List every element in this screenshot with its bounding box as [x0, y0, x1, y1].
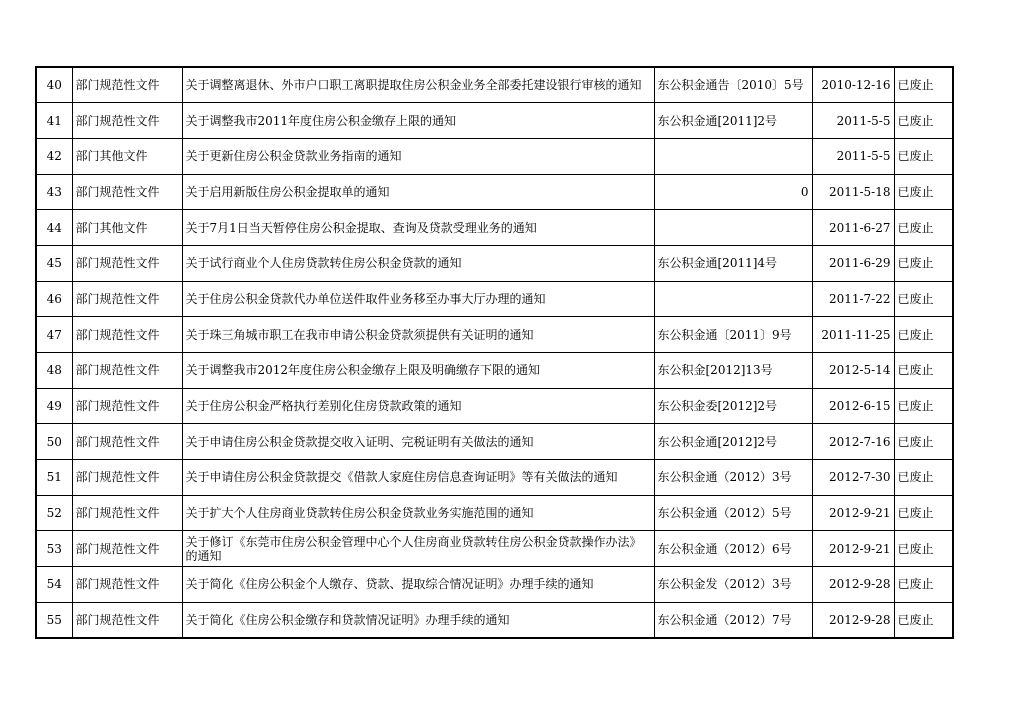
row-status: 已废止	[894, 138, 953, 174]
row-category: 部门规范性文件	[72, 103, 182, 139]
row-number: 43	[36, 174, 72, 210]
row-title: 关于申请住房公积金贷款提交收入证明、完税证明有关做法的通知	[182, 424, 654, 460]
row-document-number: 东公积金委[2012]2号	[654, 388, 812, 424]
row-title: 关于简化《住房公积金缴存和贷款情况证明》办理手续的通知	[182, 602, 654, 638]
row-number: 42	[36, 138, 72, 174]
row-number: 54	[36, 567, 72, 603]
row-document-number: 东公积金通（2012）3号	[654, 460, 812, 496]
row-date: 2012-9-28	[812, 602, 894, 638]
table-row	[36, 353, 953, 389]
row-date: 2011-6-29	[812, 245, 894, 281]
row-status: 已废止	[894, 531, 953, 567]
row-date: 2011-5-5	[812, 103, 894, 139]
table-row	[36, 602, 953, 638]
table-row	[36, 460, 953, 496]
row-title: 关于简化《住房公积金个人缴存、贷款、提取综合情况证明》办理手续的通知	[182, 567, 654, 603]
row-category: 部门规范性文件	[72, 245, 182, 281]
row-status: 已废止	[894, 567, 953, 603]
row-number: 45	[36, 245, 72, 281]
row-date: 2012-9-28	[812, 567, 894, 603]
row-status: 已废止	[894, 245, 953, 281]
row-number: 52	[36, 495, 72, 531]
row-document-number: 东公积金通（2012）6号	[654, 531, 812, 567]
row-document-number: 东公积金通[2011]2号	[654, 103, 812, 139]
row-title: 关于调整我市2012年度住房公积金缴存上限及明确缴存下限的通知	[182, 353, 654, 389]
row-date: 2012-6-15	[812, 388, 894, 424]
row-status: 已废止	[894, 317, 953, 353]
row-document-number: 0	[654, 174, 812, 210]
row-title: 关于调整离退休、外市户口职工离职提取住房公积金业务全部委托建设银行审核的通知	[182, 67, 654, 103]
row-category: 部门规范性文件	[72, 531, 182, 567]
row-document-number	[654, 138, 812, 174]
row-title: 关于试行商业个人住房贷款转住房公积金贷款的通知	[182, 245, 654, 281]
row-date: 2011-6-27	[812, 210, 894, 246]
row-document-number: 东公积金通告〔2010〕5号	[654, 67, 812, 103]
row-number: 50	[36, 424, 72, 460]
row-category: 部门其他文件	[72, 138, 182, 174]
row-document-number: 东公积金通（2012）5号	[654, 495, 812, 531]
row-date: 2010-12-16	[812, 67, 894, 103]
row-title: 关于住房公积金严格执行差别化住房贷款政策的通知	[182, 388, 654, 424]
row-document-number: 东公积金[2012]13号	[654, 353, 812, 389]
row-category: 部门规范性文件	[72, 317, 182, 353]
row-category: 部门规范性文件	[72, 174, 182, 210]
row-title: 关于申请住房公积金贷款提交《借款人家庭住房信息查询证明》等有关做法的通知	[182, 460, 654, 496]
row-date: 2012-5-14	[812, 353, 894, 389]
row-category: 部门规范性文件	[72, 353, 182, 389]
row-date: 2011-11-25	[812, 317, 894, 353]
table-row	[36, 567, 953, 603]
row-category: 部门规范性文件	[72, 67, 182, 103]
document-table-body	[36, 67, 953, 638]
row-number: 49	[36, 388, 72, 424]
table-row	[36, 531, 953, 567]
document-table	[35, 66, 954, 639]
row-category: 部门其他文件	[72, 210, 182, 246]
row-title: 关于扩大个人住房商业贷款转住房公积金贷款业务实施范围的通知	[182, 495, 654, 531]
table-row	[36, 317, 953, 353]
table-row	[36, 424, 953, 460]
row-number: 47	[36, 317, 72, 353]
row-number: 46	[36, 281, 72, 317]
row-number: 53	[36, 531, 72, 567]
row-document-number: 东公积金通〔2011〕9号	[654, 317, 812, 353]
row-status: 已废止	[894, 281, 953, 317]
row-number: 55	[36, 602, 72, 638]
table-row	[36, 388, 953, 424]
table-row	[36, 495, 953, 531]
row-date: 2012-9-21	[812, 495, 894, 531]
table-row	[36, 281, 953, 317]
row-document-number: 东公积金通[2011]4号	[654, 245, 812, 281]
row-title: 关于启用新版住房公积金提取单的通知	[182, 174, 654, 210]
row-status: 已废止	[894, 67, 953, 103]
row-number: 40	[36, 67, 72, 103]
row-document-number	[654, 281, 812, 317]
table-row	[36, 245, 953, 281]
row-number: 41	[36, 103, 72, 139]
row-date: 2012-9-21	[812, 531, 894, 567]
row-category: 部门规范性文件	[72, 281, 182, 317]
row-title: 关于住房公积金贷款代办单位送件取件业务移至办事大厅办理的通知	[182, 281, 654, 317]
row-date: 2011-7-22	[812, 281, 894, 317]
row-status: 已废止	[894, 174, 953, 210]
table-row	[36, 138, 953, 174]
row-title: 关于7月1日当天暂停住房公积金提取、查询及贷款受理业务的通知	[182, 210, 654, 246]
table-row	[36, 67, 953, 103]
row-title: 关于修订《东莞市住房公积金管理中心个人住房商业贷款转住房公积金贷款操作办法》的通知	[182, 531, 654, 567]
table-row	[36, 174, 953, 210]
row-title: 关于调整我市2011年度住房公积金缴存上限的通知	[182, 103, 654, 139]
row-number: 51	[36, 460, 72, 496]
row-title: 关于更新住房公积金贷款业务指南的通知	[182, 138, 654, 174]
row-category: 部门规范性文件	[72, 424, 182, 460]
row-status: 已废止	[894, 103, 953, 139]
row-date: 2011-5-18	[812, 174, 894, 210]
row-number: 48	[36, 353, 72, 389]
row-date: 2012-7-16	[812, 424, 894, 460]
row-category: 部门规范性文件	[72, 495, 182, 531]
row-status: 已废止	[894, 602, 953, 638]
row-status: 已废止	[894, 353, 953, 389]
row-status: 已废止	[894, 495, 953, 531]
row-status: 已废止	[894, 460, 953, 496]
row-category: 部门规范性文件	[72, 388, 182, 424]
row-date: 2011-5-5	[812, 138, 894, 174]
row-status: 已废止	[894, 210, 953, 246]
table-row	[36, 210, 953, 246]
table-row	[36, 103, 953, 139]
row-number: 44	[36, 210, 72, 246]
row-category: 部门规范性文件	[72, 602, 182, 638]
row-status: 已废止	[894, 424, 953, 460]
row-category: 部门规范性文件	[72, 567, 182, 603]
row-document-number	[654, 210, 812, 246]
row-title: 关于珠三角城市职工在我市申请公积金贷款须提供有关证明的通知	[182, 317, 654, 353]
row-date: 2012-7-30	[812, 460, 894, 496]
row-category: 部门规范性文件	[72, 460, 182, 496]
row-document-number: 东公积金通[2012]2号	[654, 424, 812, 460]
row-status: 已废止	[894, 388, 953, 424]
row-document-number: 东公积金发（2012）3号	[654, 567, 812, 603]
row-document-number: 东公积金通（2012）7号	[654, 602, 812, 638]
